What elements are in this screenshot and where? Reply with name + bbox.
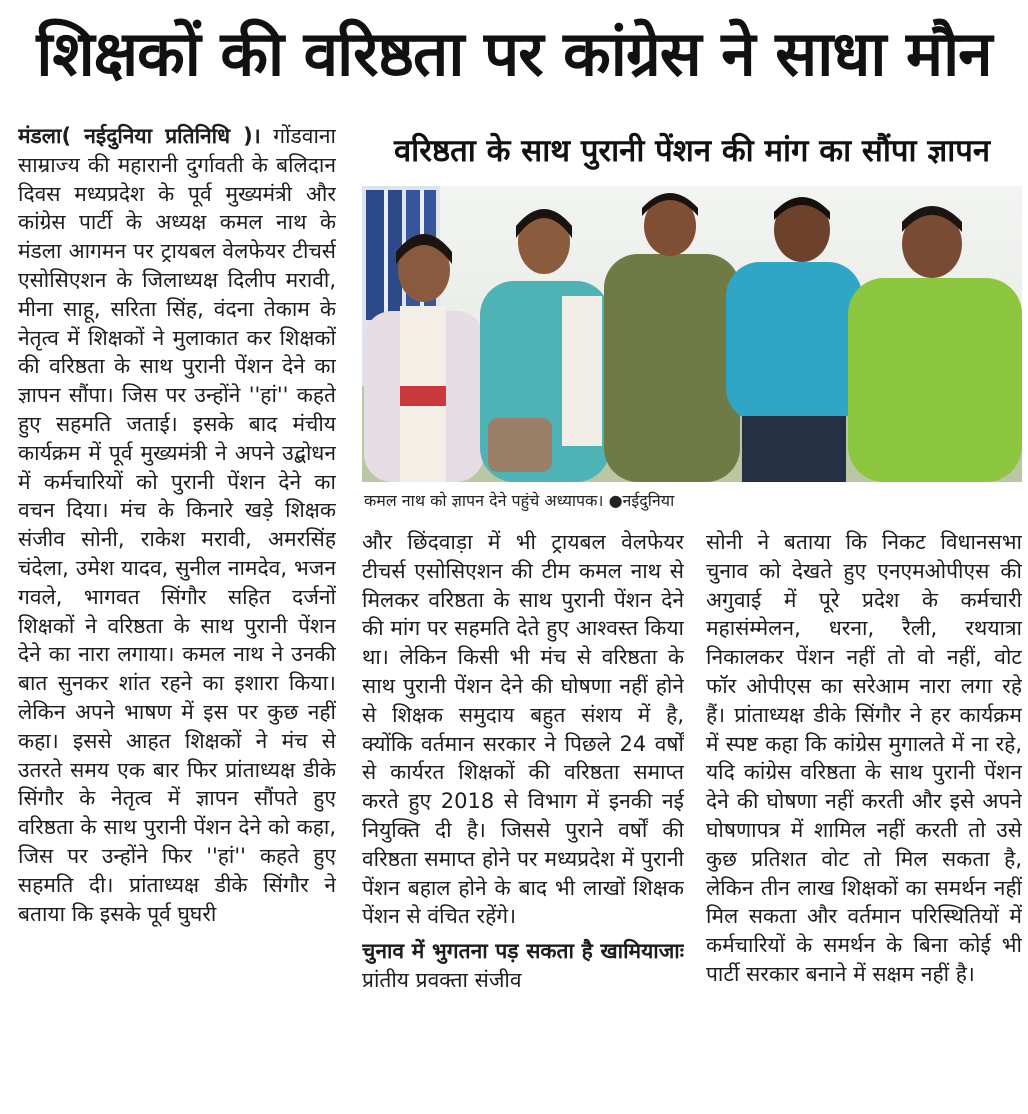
subhead: चुनाव में भुगतना पड़ सकता है खामियाजाः bbox=[362, 939, 684, 964]
group-photo bbox=[362, 186, 1022, 482]
article-text-3: सोनी ने बताया कि निकट विधानसभा चुनाव को देखते हुए एनएमओपीएस की अगुवाई में पूरे प्रदेश के कर्मचारी महासंम्मेलन, धरना, रैली, रथयात्रा निकालकर पेंशन नहीं तो वो नहीं, वोट फॉर ओपीएस का सरेआम नारा लगा रहे हैं। प्रांताध्यक्ष डीके सिंगौर ने हर कार्यक्रम में स्पष्ट कहा कि कांग्रेस मुगालते में ना रहे, यदि कांग्रेस वरिष्ठता के साथ पुरानी पेंशन देने की घोषणा नहीं करती और इसे अपने घोषणापत्र में शामिल नहीं करती तो उसे कुछ प्रतिशत वोट तो मिल सकता है, लेकिन तीन लाख शिक्षकों का समर्थन नहीं मिल सकता और वर्तमान परिस्थितियों में कर्मचारियों के समर्थन के बिना कोई भी पार्टी सरकार बनाने में सक्षम नहीं है। bbox=[706, 530, 1022, 986]
photo-caption: कमल नाथ को ज्ञापन देने पहुंचे अध्यापक। ●नईदुनिया bbox=[364, 491, 675, 510]
spacer bbox=[362, 931, 684, 937]
dateline: मंडला( नईदुनिया प्रतिनिधि )। bbox=[18, 124, 261, 148]
article-column-3 bbox=[706, 528, 1022, 1098]
article-column-2 bbox=[362, 528, 684, 1098]
headline: शिक्षकों की वरिष्ठता पर कांग्रेस ने साधा मौन bbox=[36, 17, 992, 90]
article-column-1 bbox=[18, 122, 336, 1097]
article-text-1: गोंडवाना साम्राज्य की महारानी दुर्गावती के बलिदान दिवस मध्यप्रदेश के पूर्व मुख्यमंत्री और कांग्रेस पार्टी के अध्यक्ष कमल नाथ के मंडला आगमन पर ट्रायबल वेलफेयर टीचर्स एसोसिएशन के जिलाध्यक्ष दिलीप मरावी, मीना साहू, सरिता सिंह, वंदना तेकाम के नेतृत्व में शिक्षकों ने मुलाकात कर शिक्षकों की वरिष्ठता के साथ पुरानी पेंशन देने का ज्ञापन सौंपा। जिस पर उन्होंने ''हां'' कहते हुए सहमति जताई। इसके बाद मंचीय कार्यक्रम में पूर्व मुख्यमंत्री ने अपने उद्बोधन में कर्मचारियों को पुरानी पेंशन देने का वचन दिया। मंच के किनारे खड़े शिक्षक संजीव सोनी, राकेश मरावी, अमरसिंह चंदेला, उमेश यादव, सुनील नामदेव, भजन गवले, भागवत सिंगौर सहित दर्जनों शिक्षकों ने वरिष्ठता के साथ पुरानी पेंशन देने का नारा लगाया। कमल नाथ ने उनकी बात सुनकर शांत रहने का इशारा किया। लेकिन अपने भाषण में इस पर कुछ नहीं कहा। इससे आहत शिक्षकों ने मंच से उतरते समय एक बार फिर प्रांताध्यक्ष डीके सिंगौर के नेतृत्व में ज्ञापन सौंपते हुए वरिष्ठता के साथ पुरानी पेंशन देने को कहा, जिस पर उन्होंने फिर ''हां'' कहते हुए सहमति दी। प्रांताध्यक्ष डीके सिंगौर ने बताया कि इसके पूर्व घुघरी bbox=[18, 124, 336, 926]
article-text-2b: प्रांतीय प्रवक्ता संजीव bbox=[362, 967, 522, 992]
group-photo-illustration bbox=[362, 186, 1022, 482]
article-text-2: और छिंदवाड़ा में भी ट्रायबल वेलफेयर टीचर्स एसोसिएशन की टीम कमल नाथ से मिलकर वरिष्ठता के साथ पुरानी पेंशन देने की मांग पर सहमति देते हुए आश्वस्त किया था। लेकिन किसी भी मंच से वरिष्ठता के साथ पुरानी पेंशन देने की घोषणा नहीं होने से शिक्षक समुदाय बहुत संशय में है, क्योंकि वर्तमान सरकार ने पिछले 24 वर्षों से कार्यरत शिक्षकों की वरिष्ठता समाप्त करते हुए 2018 से विभाग में इनकी नई नियुक्ति दी है। जिससे पुराने वर्षों की वरिष्ठता समाप्त होने पर मध्यप्रदेश में पुरानी पेंशन बहाल होने के बाद भी लाखों शिक्षक पेंशन से वंचित रहेंगे। bbox=[362, 530, 684, 929]
photo-headline: वरिष्ठता के साथ पुरानी पेंशन की मांग का सौंपा ज्ञापन bbox=[393, 133, 991, 169]
